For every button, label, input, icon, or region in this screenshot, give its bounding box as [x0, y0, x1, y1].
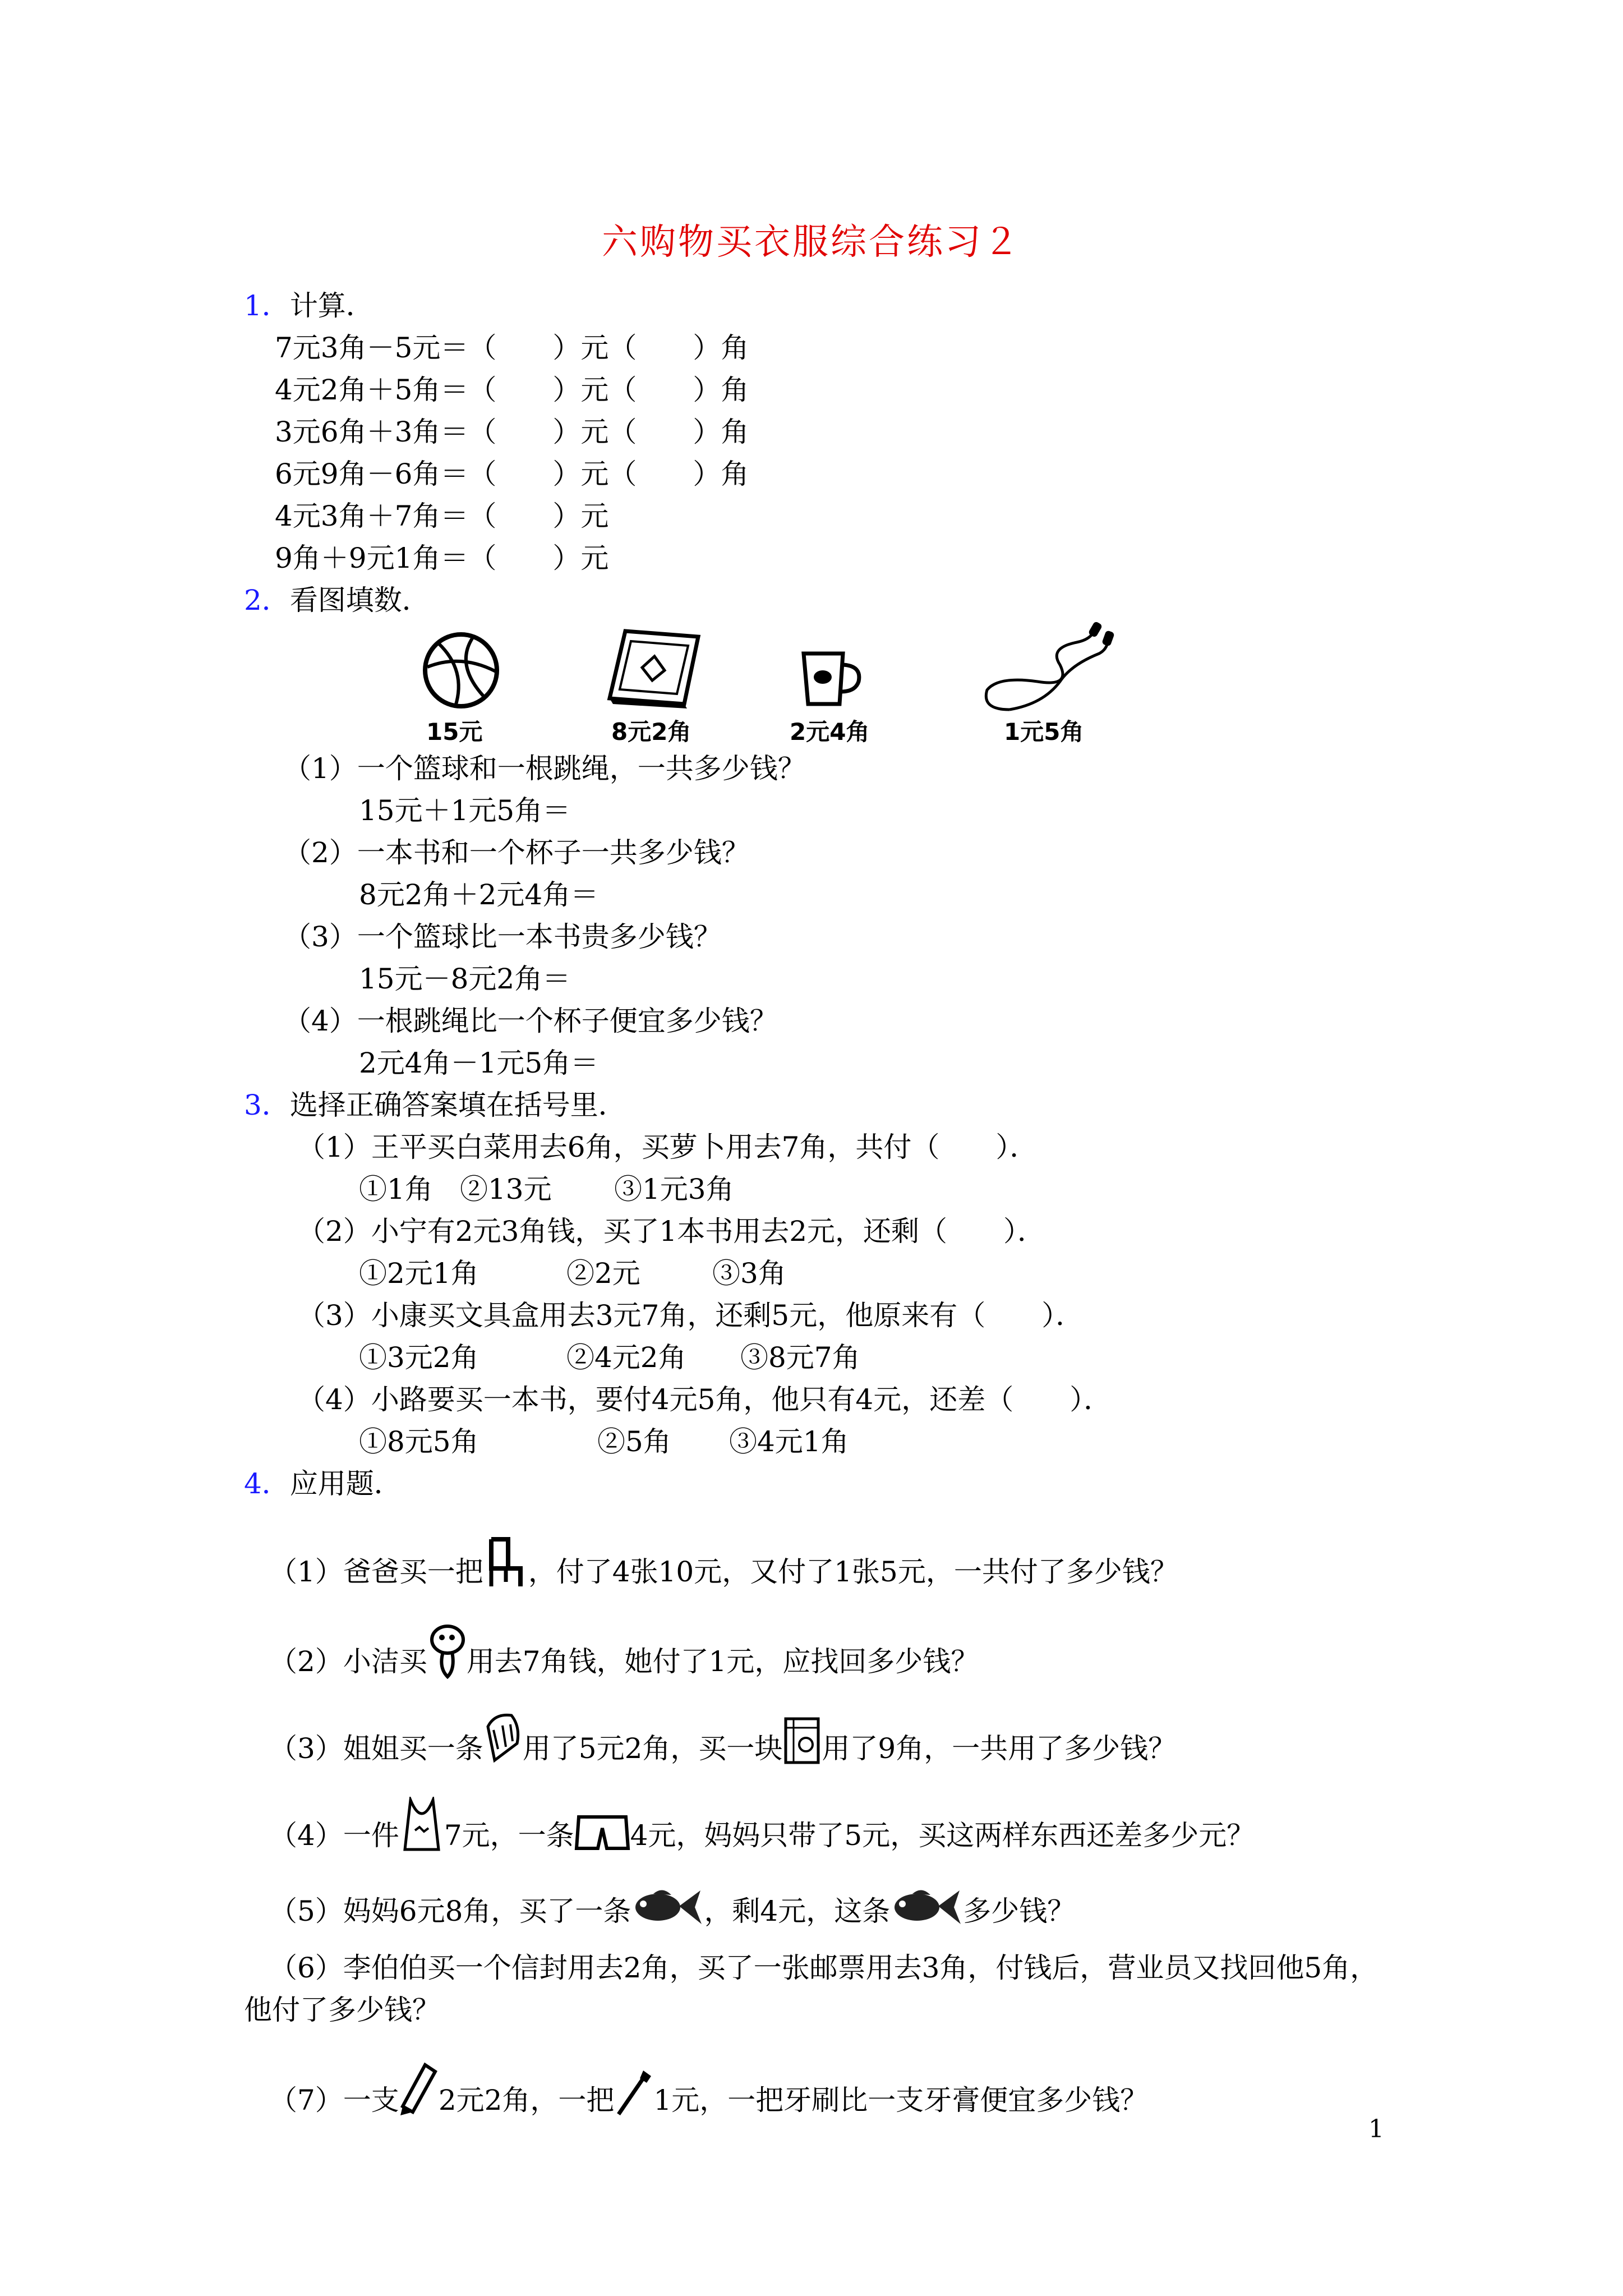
q4-p3-text-b: 用了5元2角，买一块 [522, 1732, 783, 1765]
q1-heading [244, 289, 374, 323]
page-number: 1 [1368, 2115, 1384, 2143]
q2-item: （4）一根跳绳比一个杯子便宜多少钱？ [283, 1005, 778, 1037]
q4-p5-text-a: （5）妈妈6元8角，买了一条 [269, 1895, 631, 1927]
book-price: 8元2角 [611, 718, 691, 746]
towel-icon [483, 1710, 523, 1766]
q4-text: 应用题． [289, 1467, 402, 1500]
basketball-price: 15元 [426, 718, 483, 746]
q4-problem-6-line1: （6）李伯伯买一个信封用去2角，买了一张邮票用去3角，付钱后，营业员又找回他5角， [269, 1952, 1378, 1984]
q4-problem-3 [269, 1710, 1176, 1766]
q3-text: 选择正确答案填在括号里． [289, 1089, 626, 1121]
q3-option: ③8元7角 [740, 1341, 860, 1374]
q3-option: ③3角 [712, 1257, 786, 1290]
cup-price: 2元4角 [790, 718, 870, 746]
q4-problem-7 [269, 2062, 1148, 2118]
q3-option: ①8元5角 [359, 1425, 479, 1458]
q2-item: （1）一个篮球和一根跳绳，一共多少钱？ [283, 752, 806, 785]
basketball-icon [422, 631, 500, 710]
q1-line: 4元2角＋5角＝（ ）元（ ）角 [275, 374, 749, 406]
q4-p4-text-c: 4元，妈妈只带了5元，买这两样东西还差多少元？ [630, 1819, 1255, 1852]
q3-item: （1）王平买白菜用去6角，买萝卜用去7角，共付（ ）． [297, 1131, 1038, 1163]
q2-heading [244, 583, 430, 617]
q2-expression: 15元＋1元5角＝ [359, 794, 571, 827]
q4-p1-text-b: ，付了4张10元，又付了1张5元，一共付了多少钱？ [528, 1556, 1178, 1588]
q1-line: 9角＋9元1角＝（ ）元 [275, 542, 609, 574]
q3-option: ③4元1角 [729, 1425, 849, 1458]
q4-p4-text-a: （4）一件 [269, 1819, 399, 1852]
q2-text: 看图填数． [289, 584, 430, 616]
soap-icon [782, 1715, 822, 1766]
q1-line: 6元9角－6角＝（ ）元（ ）角 [275, 458, 749, 490]
q4-problem-2 [269, 1623, 979, 1679]
q4-problem-6-line2: 他付了多少钱？ [244, 1994, 440, 2026]
toy-icon [427, 1623, 467, 1679]
q2-expression: 8元2角＋2元4角＝ [359, 878, 599, 911]
q4-p1-text-a: （1）爸爸买一把 [269, 1556, 483, 1588]
q4-p4-text-b: 7元，一条 [444, 1819, 574, 1852]
q3-option: ③1元3角 [614, 1173, 734, 1205]
toothpaste-icon [399, 2062, 439, 2118]
q2-item: （3）一个篮球比一本书贵多少钱？ [283, 921, 722, 953]
jump-rope-price: 1元5角 [1004, 718, 1084, 746]
goldfish-icon [631, 1884, 704, 1929]
q1-line: 3元6角＋3角＝（ ）元（ ）角 [275, 416, 749, 448]
shorts-icon [574, 1814, 630, 1853]
book-icon [603, 625, 704, 710]
q4-p3-text-a: （3）姐姐买一条 [269, 1732, 483, 1765]
q3-number: 3． [244, 1089, 290, 1121]
q4-problem-1 [269, 1536, 1178, 1589]
q2-number: 2． [244, 584, 290, 616]
q3-option: ②13元 [460, 1173, 552, 1205]
q2-item: （2）一本书和一个杯子一共多少钱？ [283, 836, 750, 869]
q1-line: 7元3角－5元＝（ ）元（ ）角 [275, 332, 749, 364]
q4-problem-5 [269, 1884, 1075, 1929]
q3-heading [244, 1088, 626, 1122]
q4-number: 4． [244, 1467, 290, 1500]
q2-expression: 2元4角－1元5角＝ [359, 1047, 599, 1079]
q4-p5-text-b: ，剩4元，这条 [704, 1895, 891, 1927]
jump-rope-icon [976, 620, 1116, 715]
q3-option: ②4元2角 [566, 1341, 686, 1374]
q3-option: ①2元1角 [359, 1257, 479, 1290]
q1-line: 4元3角＋7角＝（ ）元 [275, 500, 609, 532]
q4-p7-text-a: （7）一支 [269, 2084, 399, 2116]
page-title: 六购物买衣服综合练习２ [602, 222, 1021, 263]
q2-expression: 15元－8元2角＝ [359, 963, 571, 995]
toothbrush-icon [614, 2067, 653, 2118]
q1-number: 1． [244, 289, 290, 322]
chair-icon [483, 1536, 528, 1589]
q1-text: 计算． [289, 289, 374, 322]
q4-p5-text-c: 多少钱？ [963, 1895, 1076, 1927]
q3-option: ②5角 [597, 1425, 671, 1458]
q3-option: ①1角 [359, 1173, 433, 1205]
q3-item: （2）小宁有2元3角钱，买了1本书用去2元，还剩（ ）． [297, 1215, 1046, 1248]
q3-item: （3）小康买文具盒用去3元7角，还剩5元，他原来有（ ）． [297, 1299, 1084, 1332]
q3-item: （4）小路要买一本书，要付4元5角，他只有4元，还差（ ）． [297, 1383, 1112, 1416]
q4-problem-4 [269, 1797, 1255, 1853]
goldfish-icon [890, 1884, 963, 1929]
q3-option: ②2元 [566, 1257, 640, 1290]
vest-icon [399, 1797, 444, 1853]
q4-p2-text-a: （2）小洁买 [269, 1645, 427, 1678]
q3-option: ①3元2角 [359, 1341, 479, 1374]
q4-p3-text-c: 用了9角，一共用了多少钱？ [822, 1732, 1177, 1765]
q4-p2-text-b: 用去7角钱，她付了1元，应找回多少钱？ [466, 1645, 979, 1678]
q4-heading [244, 1467, 402, 1501]
cup-icon [799, 648, 866, 710]
q4-p7-text-c: 1元，一把牙刷比一支牙膏便宜多少钱？ [653, 2084, 1149, 2116]
q4-p7-text-b: 2元2角，一把 [438, 2084, 615, 2116]
